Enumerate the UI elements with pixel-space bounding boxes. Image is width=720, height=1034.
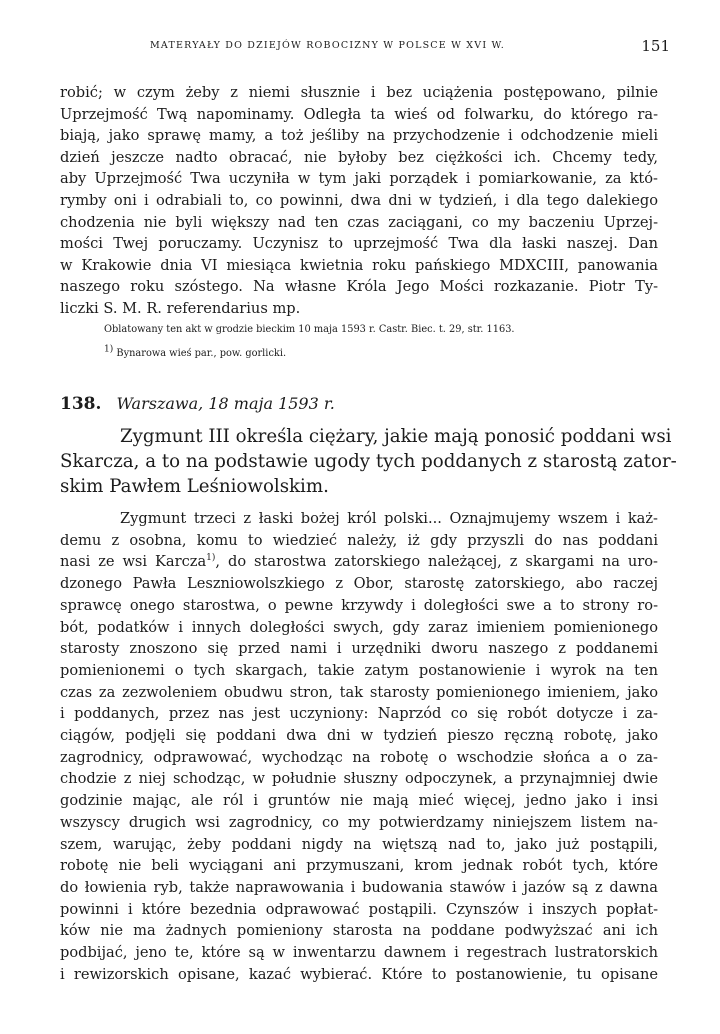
body-line: czas za zezwoleniem obudwu stron, tak starosty pomienionego imieniem, jako — [60, 683, 658, 701]
body-line: dzonego Pawła Leszniowolszkiego z Obor, starostę zatorskiego, abo raczej — [60, 575, 658, 593]
oblata-note: Oblatowany ten akt w grodzie bieckim 10 maja 1593 r. Castr. Biec. t. 29, str. 1163. — [104, 324, 515, 335]
summary-line: Skarcza, a to na podstawie ugody tych poddanych z starostą zator- — [60, 451, 677, 472]
body-line: sprawcę onego starostwa, o pewne krzywdy i doległości swe a to strony ro- — [60, 596, 658, 614]
body-line: do łowienia ryb, także naprawowania i budowania stawów i jazów są z dawna — [60, 878, 658, 896]
body-line: godzinie mając, ale ról i gruntów nie mają mieć więcej, jedno jako i insi — [60, 792, 658, 810]
text-line: mości Twej poruczamy. Uczynisz to uprzejmość Twa dla łaski naszej. Dan — [60, 235, 658, 253]
body-line: robotę nie beli wyciągani ani przymuszani, krom jednak robót tych, które — [60, 857, 658, 875]
document-place-date: Warszawa, 18 maja 1593 r. — [116, 394, 335, 413]
footnote-text: Bynarowa wieś par., pow. gorlicki. — [116, 348, 287, 359]
running-title: MATERYAŁY DO DZIEJÓW ROBOCIZNY W POLSCE W XVI W. — [150, 40, 506, 51]
text-line: rymby oni i odrabiali to, co powinni, dwa dni w tydzień, i dla tego dalekiego — [60, 191, 658, 209]
footnote-marker: 1) — [104, 344, 114, 355]
text-line: robić; w czym żeby z niemi słusznie i bez uciążenia postępowano, pilnie — [60, 84, 658, 101]
text-line: Uprzejmość Twą napominamy. Odległa ta wieś od folwarku, do którego ra- — [60, 105, 658, 123]
footnote — [104, 342, 624, 366]
document-number: 138. — [60, 394, 102, 414]
running-header — [150, 37, 670, 55]
body-line: ków nie ma żadnych pomieniony starosta na poddane podwyższać ani ich — [60, 922, 658, 940]
body-line: i rewizorskich opisane, kazać wybierać. Które to postanowienie, tu opisane — [60, 965, 658, 983]
body-line: wszyscy drugich wsi zagrodnicy, co my potwierdzamy niniejszem listem na- — [60, 813, 658, 831]
body-line: zagrodnicy, odprawować, wychodząc na robotę o wschodzie słońca a o za- — [60, 748, 658, 766]
text-line: aby Uprzejmość Twa uczyniła w tym jaki porządek i pomiarkowanie, za któ- — [60, 170, 658, 188]
text-line: liczki S. M. R. referendarius mp. — [60, 299, 301, 317]
body-text-segment: , do starostwa zatorskiego należącej, z skargami na uro- — [215, 553, 658, 571]
body-line: szem, warując, żeby poddani nigdy na więtszą nad to, jako już postąpili, — [60, 835, 658, 853]
body-line: ciągów, podjęli się poddani dwa dni w tydzień pieszo ręczną robotę, jako — [60, 727, 658, 745]
summary-line: skim Pawłem Leśniowolskim. — [60, 476, 329, 497]
document-heading — [60, 394, 335, 414]
text-line: chodzenia nie byli większy nad ten czas zaciągani, co my baczeniu Uprzej- — [60, 213, 658, 231]
footnote-ref-marker: 1) — [206, 553, 216, 564]
body-line: podbijać, jeno te, które są w inwentarzu dawnem i regestrach lustratorskich — [60, 944, 658, 962]
body-line: powinni i które bezednia odprawować postąpili. Czynszów i inszych popłat- — [60, 900, 658, 918]
continued-letter-text — [60, 82, 658, 320]
body-line: pomienionemi o tych skargach, takie zatym postanowienie i wyrok na ten — [60, 661, 658, 679]
notes-section — [104, 318, 624, 366]
body-line: chodzie z niej schodząc, w południe słuszny odpoczynek, a przynajmniej dwie — [60, 770, 658, 788]
text-line: dzień jeszcze nadto obracać, nie byłoby bez ciężkości ich. Chcemy tedy, — [60, 148, 658, 166]
document-body — [60, 508, 658, 985]
text-line: biają, jako sprawę mamy, a toż jeśliby na przychodzenie i odchodzenie mieli — [60, 127, 658, 145]
text-line: naszego roku szóstego. Na własne Króla Jego Mości rozkazanie. Piotr Ty- — [60, 278, 658, 296]
document-summary — [60, 424, 677, 499]
body-line: starosty znoszono się przed nami i urzędniki dworu naszego z poddanemi — [60, 640, 658, 658]
body-line: Zygmunt trzeci z łaski bożej król polski... Oznajmujemy wszem i każ- — [120, 510, 658, 527]
body-line: demu z osobna, komu to wiedzieć należy, iż gdy przyszli do nas poddani — [60, 531, 658, 549]
body-text-segment: nasi ze wsi Karcza — [60, 553, 207, 571]
page-number: 151 — [641, 37, 670, 55]
summary-line: Zygmunt III określa ciężary, jakie mają ponosić poddani wsi — [120, 426, 672, 447]
body-line: i poddanych, przez nas jest uczyniony: Naprzód co się robót dotycze i za- — [60, 705, 658, 723]
body-line: bót, podatków i innych doległości swych, gdy zaraz imieniem pomienionego — [60, 618, 658, 636]
text-line: w Krakowie dnia VI miesiąca kwietnia roku pańskiego MDXCIII, panowania — [60, 256, 658, 274]
body-line — [60, 551, 658, 573]
